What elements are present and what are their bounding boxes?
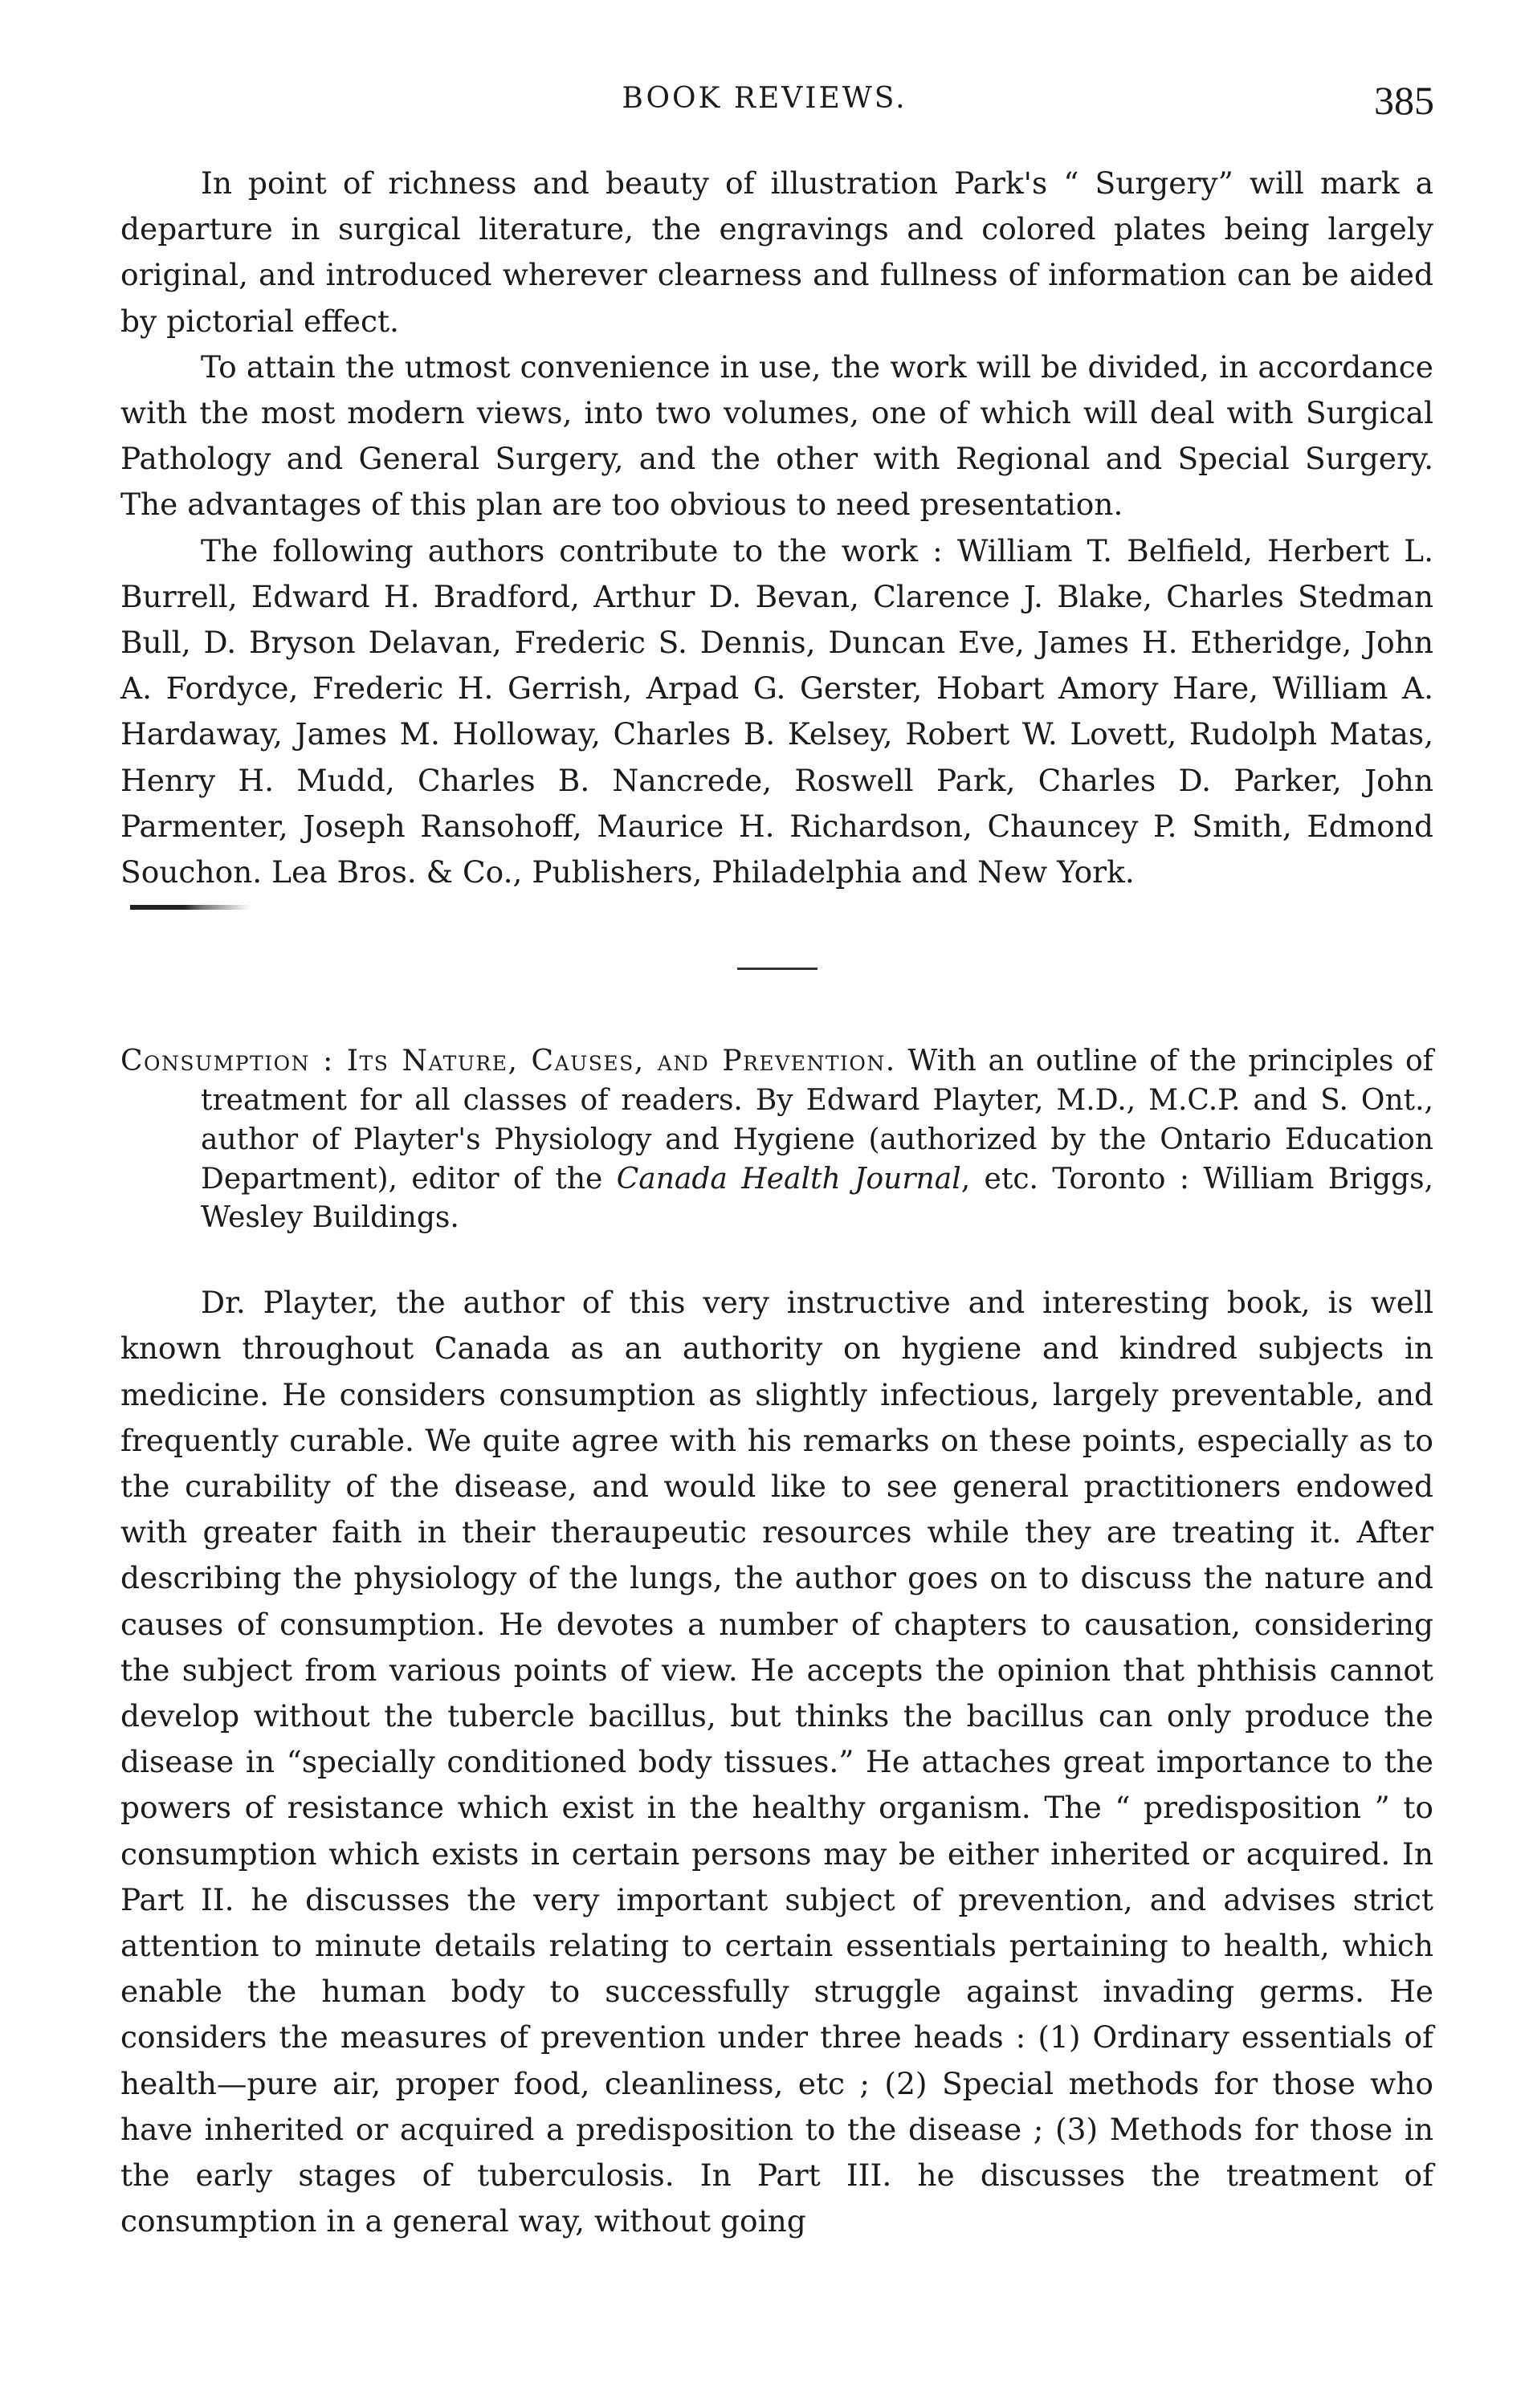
citation-title: Consumption : Its Nature, Causes, and Prevention. — [120, 1045, 896, 1078]
body-text — [120, 161, 1433, 2245]
book-citation — [120, 1042, 1433, 1238]
ink-smudge — [130, 905, 251, 910]
review1-paragraph-3: The following authors contribute to the work : William T. Belfield, Herbert L. Burrell, Edward H. Bradford, Arthur D. Bevan, Clarence J. Blake, Charles Stedman Bull, D. Bryson Delavan, Frederic S. Dennis, Duncan Eve, James H. Etheridge, John A. Fordyce, Frederic H. Gerrish, Arpad G. Gerster, Hobart Amory Hare, William A. Hardaway, James M. Holloway, Charles B. Kelsey, Robert W. Lovett, Rudolph Matas, Henry H. Mudd, Charles B. Nancrede, Roswell Park, Charles D. Parker, John Parmenter, Joseph Ransohoff, Maurice H. Richardson, Chauncey P. Smith, Edmond Souchon. Lea Bros. & Co., Publishers, Philadelphia and New York. — [120, 532, 1433, 890]
review1-paragraph-2: To attain the utmost convenience in use, the work will be divided, in accordance with the most modern views, into two volumes, one of which will deal with Surgical Pathology and General Surgery, and the other with Regional and Special Surgery. The advantages of this plan are too obvious to need presentation. — [120, 348, 1433, 523]
section-divider-rule — [737, 968, 818, 970]
review1-paragraph-1: In point of richness and beauty of illustration Park's “ Surgery” will mark a departure in surgical literature, the engravings and colored plates being largely original, and introduced wherever clearness and fullness of information can be aided by pictorial effect. — [120, 165, 1433, 339]
review-park-surgery — [120, 161, 1433, 910]
citation-journal: Canada Health Journal — [616, 1162, 961, 1196]
review2-paragraph: Dr. Playter, the author of this very instructive and interesting book, is well known throughout Canada as an authority on hygiene and kindred subjects in medicine. He considers consumption as slightly infectious, largely preventable, and frequently curable. We quite agree with his remarks on these points, especially as to the curability of the disease, and would like to see general practitioners endowed with greater faith in their theraupeutic resources while they are treating it. After describing the physiology of the lungs, the author goes on to discuss the nature and causes of consumption. He devotes a number of chapters to causation, considering the subject from various points of view. He accepts the opinion that phthisis cannot develop without the tubercle bacillus, but thinks the bacillus can only produce the disease in “specially conditioned body tissues.” He attaches great importance to the powers of resistance which exist in the healthy organism. The “ predisposition ” to consumption which exists in certain persons may be either inherited or acquired. In Part II. he discusses the very important subject of prevention, and advises strict attention to minute details relating to certain essentials pertaining to health, which enable the human body to successfully struggle against invading germs. He considers the measures of prevention under three heads : (1) Ordinary essentials of health—pure air, proper food, cleanliness, etc ; (2) Special methods for those who have inherited or acquired a predisposition to the disease ; (3) Methods for those in the early stages of tuberculosis. In Part III. he discusses the treatment of consumption in a general way, without going — [120, 1285, 1433, 2239]
review-consumption — [120, 1042, 1433, 2244]
citation-details-2: , etc. Toronto : William Briggs, Wesley Buildings. — [201, 1162, 1433, 1235]
page-number: 385 — [1374, 78, 1434, 123]
citation-details-1: With an outline of the principles of treatment for all classes of readers. By Edward Playter, M.D., M.C.P. and S. Ont., author of Playter's Physiology and Hygiene (authorized by the Ontario Education Department), editor of the — [201, 1045, 1433, 1196]
running-head — [0, 77, 1529, 133]
running-title: BOOK REVIEWS. — [622, 82, 907, 115]
